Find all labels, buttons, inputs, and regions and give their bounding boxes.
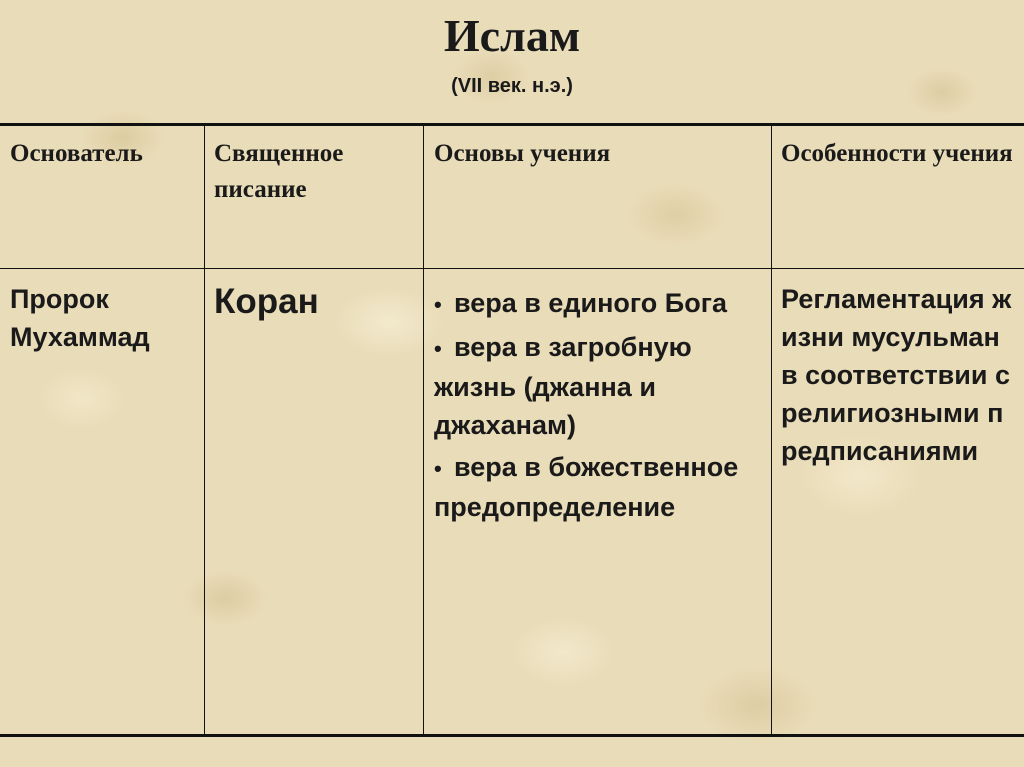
column-divider-1 (204, 126, 205, 734)
header-founder: Основатель (10, 140, 143, 167)
list-item (434, 328, 766, 444)
bullet-icon: • (434, 292, 442, 317)
bullet-icon: • (434, 456, 442, 481)
basics-item-text: вера в единого Бога (454, 288, 727, 318)
basics-item-text: вера в божественное предопределение (434, 452, 739, 522)
header-row-divider (0, 268, 1024, 269)
list-item (434, 448, 766, 526)
header-scripture: Священное писание (214, 140, 344, 203)
basics-cell (434, 284, 766, 530)
header-features: Особенности учения (781, 140, 1013, 167)
table-bottom-border (0, 734, 1024, 737)
features-cell: Регламентация жизни мусульман в соответствии с религиозными предписаниями (781, 284, 1012, 466)
list-item (434, 284, 766, 324)
column-divider-3 (771, 126, 772, 734)
table-top-border (0, 123, 1024, 126)
slide-subtitle: (VII век. н.э.) (451, 75, 573, 97)
column-divider-2 (423, 126, 424, 734)
basics-list (434, 284, 766, 526)
slide-title: Ислам (443, 10, 581, 61)
founder-cell: Пророк Мухаммад (10, 284, 150, 352)
basics-item-text: вера в загробную жизнь (джанна и джаханам) (434, 332, 692, 440)
header-basics: Основы учения (434, 140, 611, 167)
scripture-cell: Коран (214, 282, 319, 321)
bullet-icon: • (434, 336, 442, 361)
